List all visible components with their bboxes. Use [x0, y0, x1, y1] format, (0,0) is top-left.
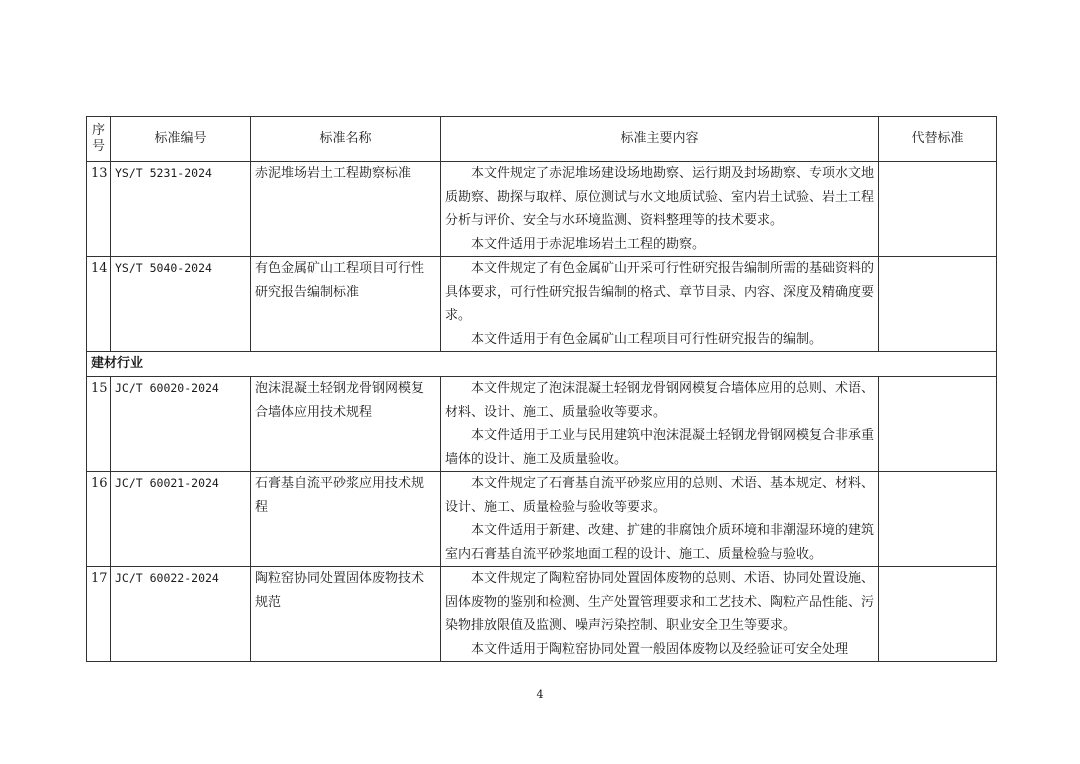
row-code: JC/T 60020-2024: [111, 377, 251, 472]
row-content: [441, 162, 879, 257]
standards-table: [86, 116, 997, 662]
row-code: JC/T 60021-2024: [111, 472, 251, 567]
content-paragraph: 本文件规定了有色金属矿山开采可行性研究报告编制所需的基础资料的具体要求，可行性研究报告编制的格式、章节目录、内容、深度及精确度要求。: [445, 261, 875, 323]
header-name: 标准名称: [251, 117, 441, 162]
row-seq: 14: [87, 257, 111, 352]
content-paragraph: 本文件适用于工业与民用建筑中泡沫混凝土轻钢龙骨钢网模复合非承重墙体的设计、施工及质量验收。: [445, 428, 875, 467]
row-code: JC/T 60022-2024: [111, 567, 251, 662]
row-content: [441, 377, 879, 472]
table-header-row: [87, 117, 997, 162]
table-row: [87, 377, 997, 472]
header-replace: 代替标准: [879, 117, 997, 162]
content-paragraph: 本文件适用于陶粒窑协同处置一般固体废物以及经验证可安全处理: [471, 641, 849, 657]
row-seq: 13: [87, 162, 111, 257]
section-row: [87, 352, 997, 377]
content-paragraph: 本文件规定了泡沫混凝土轻钢龙骨钢网模复合墙体应用的总则、术语、材料、设计、施工、质量验收等要求。: [445, 381, 875, 420]
table-row: [87, 162, 997, 257]
content-paragraph: 本文件适用于新建、改建、扩建的非腐蚀介质环境和非潮湿环境的建筑室内石膏基自流平砂浆地面工程的设计、施工、质量检验与验收。: [445, 523, 875, 562]
row-name: 有色金属矿山工程项目可行性研究报告编制标准: [251, 257, 441, 352]
content-paragraph: 本文件适用于赤泥堆场岩土工程的勘察。: [471, 236, 706, 252]
row-seq: 17: [87, 567, 111, 662]
content-paragraph: 本文件规定了陶粒窑协同处置固体废物的总则、术语、协同处置设施、固体废物的鉴别和检测、生产处置管理要求和工艺技术、陶粒产品性能、污染物排放限值及监测、噪声污染控制、职业安全卫生等要求。: [445, 571, 875, 633]
row-code: YS/T 5231-2024: [111, 162, 251, 257]
row-name: 石膏基自流平砂浆应用技术规程: [251, 472, 441, 567]
content-paragraph: 本文件规定了赤泥堆场建设场地勘察、运行期及封场勘察、专项水文地质勘察、勘探与取样、原位测试与水文地质试验、室内岩土试验、岩土工程分析与评价、安全与水环境监测、资料整理等的技术要求。: [445, 166, 875, 228]
row-replace: [879, 567, 997, 662]
row-seq: 16: [87, 472, 111, 567]
row-replace: [879, 472, 997, 567]
table-row: [87, 257, 997, 352]
row-name: 泡沫混凝土轻钢龙骨钢网模复合墙体应用技术规程: [251, 377, 441, 472]
row-content: [441, 257, 879, 352]
page-number: 4: [536, 688, 544, 701]
row-replace: [879, 377, 997, 472]
row-content: [441, 472, 879, 567]
header-code: 标准编号: [111, 117, 251, 162]
row-name: 赤泥堆场岩土工程勘察标准: [251, 162, 441, 257]
table-row: [87, 472, 997, 567]
section-title: 建材行业: [87, 352, 997, 377]
header-seq: 序 号: [87, 117, 111, 162]
table-row: [87, 567, 997, 662]
row-content: [441, 567, 879, 662]
header-content: 标准主要内容: [441, 117, 879, 162]
row-replace: [879, 162, 997, 257]
content-paragraph: 本文件适用于有色金属矿山工程项目可行性研究报告的编制。: [471, 331, 823, 347]
row-code: YS/T 5040-2024: [111, 257, 251, 352]
row-name: 陶粒窑协同处置固体废物技术规范: [251, 567, 441, 662]
row-replace: [879, 257, 997, 352]
content-paragraph: 本文件规定了石膏基自流平砂浆应用的总则、术语、基本规定、材料、设计、施工、质量检验与验收等要求。: [445, 476, 875, 515]
row-seq: 15: [87, 377, 111, 472]
